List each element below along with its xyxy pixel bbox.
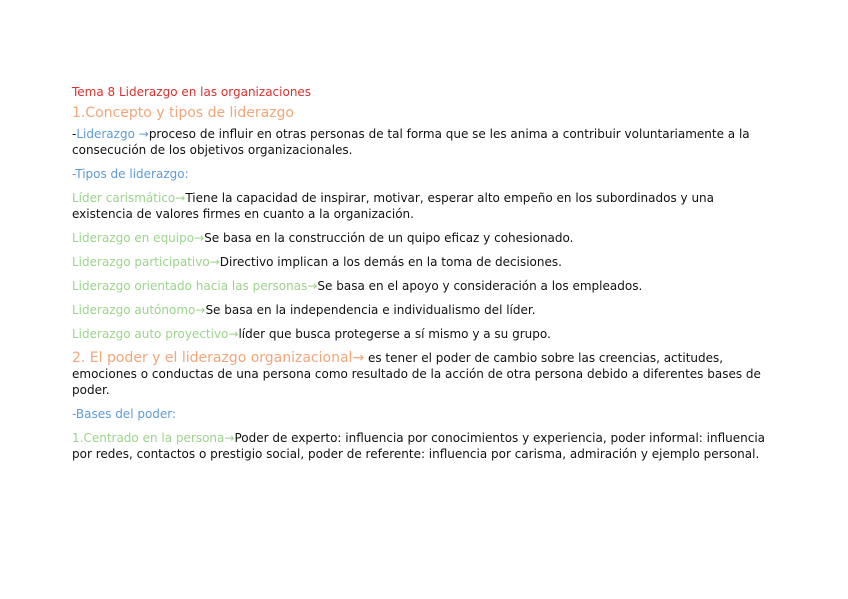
type-term: Liderazgo orientado hacia las personas <box>72 279 308 293</box>
leadership-type-equipo <box>72 230 772 246</box>
leadership-type-carismatico <box>72 190 772 222</box>
bases-label: -Bases del poder: <box>72 407 177 421</box>
type-description: líder que busca protegerse a sí mismo y a su grupo. <box>238 327 551 341</box>
arrow-icon: → <box>228 327 239 341</box>
type-term: Liderazgo participativo <box>72 255 210 269</box>
leadership-type-autonomo <box>72 302 772 318</box>
type-description: Se basa en la independencia e individualismo del líder. <box>205 303 536 317</box>
type-term: Liderazgo en equipo <box>72 231 195 245</box>
leadership-type-participativo <box>72 254 772 270</box>
leadership-type-auto-proyectivo <box>72 326 772 342</box>
types-label: -Tipos de liderazgo: <box>72 167 189 181</box>
type-description: Se basa en el apoyo y consideración a los empleados. <box>317 279 643 293</box>
section-2-paragraph <box>72 350 772 398</box>
base-1-paragraph <box>72 430 772 462</box>
type-description: Se basa en la construcción de un quipo eficaz y cohesionado. <box>204 231 574 245</box>
liderazgo-prefix: - <box>72 127 77 141</box>
liderazgo-definition-paragraph <box>72 126 772 158</box>
base-1-arrow-icon: → <box>224 431 235 445</box>
section-2-arrow-icon: → <box>352 350 365 366</box>
document-page <box>72 84 772 470</box>
type-term: Liderazgo auto proyectivo <box>72 327 229 341</box>
document-title: Tema 8 Liderazgo en las organizaciones <box>72 85 312 99</box>
liderazgo-definition: proceso de influir en otras personas de tal forma que se les anima a contribuir voluntariamente a la consecución de los objetivos organizacionales. <box>72 127 750 157</box>
type-description: Tiene la capacidad de inspirar, motivar, esperar alto empeño en los subordinados y una existencia de valores firmes en cuanto a la organización. <box>72 191 715 221</box>
base-1-term: 1.Centrado en la persona <box>72 431 225 445</box>
base-1-description: Poder de experto: influencia por conocimientos y experiencia, poder informal: influencia por redes, contactos o prestigio social, poder de referente: influencia por carisma, admiración y ejemplo personal. <box>72 431 766 461</box>
arrow-icon: → <box>209 255 220 269</box>
arrow-icon: → <box>175 191 186 205</box>
section-1-heading: 1.Concepto y tipos de liderazgo <box>72 105 294 121</box>
type-term: Líder carismático <box>72 191 176 205</box>
section-2-definition: es tener el poder de cambio sobre las creencias, actitudes, emociones o conductas de una persona como resultado de la acción de otra persona debido a diferentes bases de poder. <box>72 351 761 397</box>
type-term: Liderazgo autónomo <box>72 303 196 317</box>
leadership-type-personas <box>72 278 772 294</box>
type-description: Directivo implican a los demás en la toma de decisiones. <box>219 255 562 269</box>
arrow-icon: → <box>195 303 206 317</box>
liderazgo-term: Liderazgo <box>76 127 135 141</box>
section-2-heading: 2. El poder y el liderazgo organizacional <box>72 350 353 366</box>
arrow-icon: → <box>194 231 205 245</box>
arrow-icon: → <box>307 279 318 293</box>
liderazgo-arrow-icon: → <box>138 127 149 141</box>
